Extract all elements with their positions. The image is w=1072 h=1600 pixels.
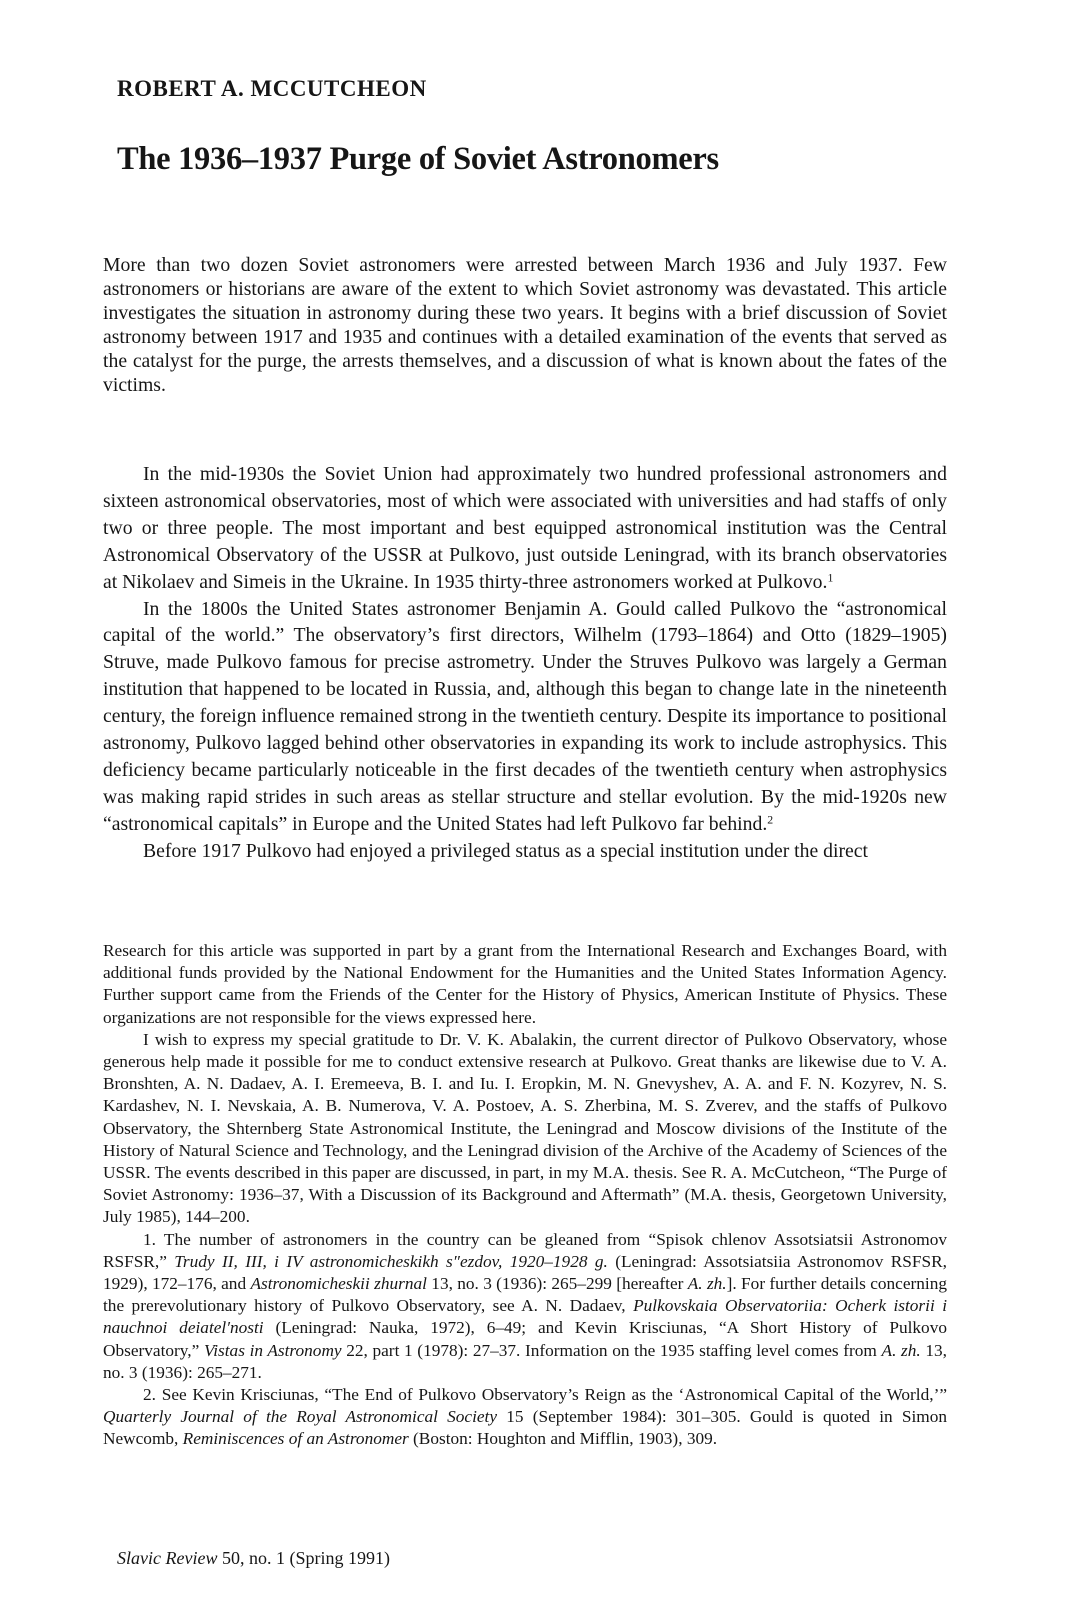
note-citation-title: Astronomicheskii zhurnal	[250, 1274, 427, 1294]
support-note: Research for this article was supported in part by a grant from the International Research and Exchanges Board, with additional funds provided by the National Endowment for the Humanities and the United States Information Agency. Further support came from the Friends of the Center for the History of Physics, American Institute of Physics. These organizations are not responsible for the views expressed here.	[103, 941, 947, 1027]
note-text: 13, no. 3 (1936): 265–271.	[103, 1340, 948, 1382]
note-citation-title: A. zh.	[881, 1340, 921, 1360]
note-citation-title: A. zh.	[687, 1274, 727, 1294]
paragraph-text: In the 1800s the United States astronomer Benjamin A. Gould called Pulkovo the “astronomical capital of the world.” The observatory’s first directors, Wilhelm (1793–1864) and Otto (1829–1905) Struve, made Pulkovo famous for precise astrometry. Under the Struves Pulkovo was largely a German institution that happened to be located in Russia, and, although this began to change late in the nineteenth century, the foreign influence remained strong in the twentieth century. Despite its importance to positional astronomy, Pulkovo lagged behind other observatories in expanding its work to include astrophysics. This deficiency became particularly noticeable in the first decades of the twentieth century when astrophysics was making rapid strides in such areas as stellar structure and stellar evolution. By the mid-1920s new “astronomical capitals” in Europe and the United States had left Pulkovo far behind.	[103, 597, 947, 835]
note-citation-title: Quarterly Journal of the Royal Astronomical Society	[103, 1407, 498, 1427]
body-paragraph	[103, 596, 947, 838]
body-paragraph	[103, 461, 947, 596]
journal-citation	[117, 1548, 390, 1569]
note-text: 22, part 1 (1978): 27–37. Information on the 1935 staffing level comes from	[341, 1340, 882, 1360]
footnotes	[103, 940, 947, 1451]
note-citation-title: Reminiscences of an Astronomer	[182, 1429, 409, 1449]
note-citation-title: Vistas in Astronomy	[203, 1340, 342, 1360]
author-name: ROBERT A. MCCUTCHEON	[117, 76, 427, 101]
note-text: (Boston: Houghton and Mifflin, 1903), 309.	[408, 1429, 718, 1449]
footnote-1	[103, 1229, 947, 1384]
footnote-marker: 1	[827, 570, 834, 585]
body-paragraph	[103, 838, 947, 865]
note-text: 13, no. 3 (1936): 265–299 [hereafter	[426, 1274, 688, 1294]
footnote-marker: 2	[767, 812, 774, 827]
note-text: ]. For further details concerning the prerevolutionary history of Pulkovo Observatory, see A. N. Dadaev,	[103, 1274, 948, 1316]
note-citation-title: Pulkovskaia Observatoriia: Ocherk istorii i nauchnoi deiatel′nosti	[103, 1296, 947, 1338]
footnote-2	[103, 1384, 947, 1451]
article-title: The 1936–1937 Purge of Soviet Astronomers	[117, 141, 719, 177]
paragraph-text: Before 1917 Pulkovo had enjoyed a privileged status as a special institution under the direct	[143, 839, 868, 862]
acknowledgments-note: I wish to express my special gratitude to Dr. V. K. Abalakin, the current director of Pulkovo Observatory, whose generous help made it possible for me to conduct extensive research at Pulkovo. Great thanks are likewise due to V. A. Bronshten, A. N. Dadaev, A. I. Eremeeva, B. I. and Iu. I. Eropkin, M. N. Gnevyshev, A. A. and F. N. Kozyrev, N. S. Kardashev, N. I. Nevskaia, A. B. Numerova, V. A. Postoev, A. S. Zherbina, M. S. Zverev, and the staffs of Pulkovo Observatory, the Shternberg State Astronomical Institute, the Leningrad and Moscow divisions of the Institute of the History of Natural Science and Technology, and the Leningrad division of the Archive of the Academy of Sciences of the USSR. The events described in this paper are discussed, in part, in my M.A. thesis. See R. A. McCutcheon, “The Purge of Soviet Astronomy: 1936–37, With a Discussion of its Background and Aftermath” (M.A. thesis, Georgetown University, July 1985), 144–200.	[103, 1029, 947, 1227]
note-text: 1. The number of astronomers in the country can be gleaned from “Spisok chlenov Assotsiatsii Astronomov RSFSR,”	[103, 1229, 947, 1271]
note-text: 2. See Kevin Krisciunas, “The End of Pulkovo Observatory’s Reign as the ‘Astronomical Capital of the World,’”	[143, 1385, 947, 1405]
journal-issue: 50, no. 1 (Spring 1991)	[217, 1548, 390, 1568]
note-text: (Leningrad: Nauka, 1972), 6–49; and Kevin Krisciunas, “A Short History of Pulkovo Observatory,”	[103, 1318, 947, 1360]
paragraph-text: In the mid-1930s the Soviet Union had approximately two hundred professional astronomers and sixteen astronomical observatories, most of which were associated with universities and had staffs of only two or three people. The most important and best equipped astronomical institution was the Central Astronomical Observatory of the USSR at Pulkovo, just outside Leningrad, with its branch observatories at Nikolaev and Simeis in the Ukraine. In 1935 thirty-three astronomers worked at Pulkovo.	[103, 463, 947, 593]
abstract: More than two dozen Soviet astronomers were arrested between March 1936 and July 1937. Few astronomers or historians are aware of the extent to which Soviet astronomy was devastated. This article investigates the situation in astronomy during these two years. It begins with a brief discussion of Soviet astronomy between 1917 and 1935 and continues with a detailed examination of the events that served as the catalyst for the purge, the arrests themselves, and a discussion of what is known about the fates of the victims.	[103, 254, 947, 396]
note-text: (Leningrad: Assotsiatsiia Astronomov RSFSR, 1929), 172–176, and	[103, 1251, 947, 1294]
journal-name: Slavic Review	[117, 1548, 218, 1568]
note-text: 15 (September 1984): 301–305. Gould is quoted in Simon Newcomb,	[103, 1407, 947, 1449]
body-text	[103, 461, 947, 865]
note-citation-title: Trudy II, III, i IV astronomicheskikh s″ezdov, 1920–1928 g.	[174, 1251, 608, 1271]
